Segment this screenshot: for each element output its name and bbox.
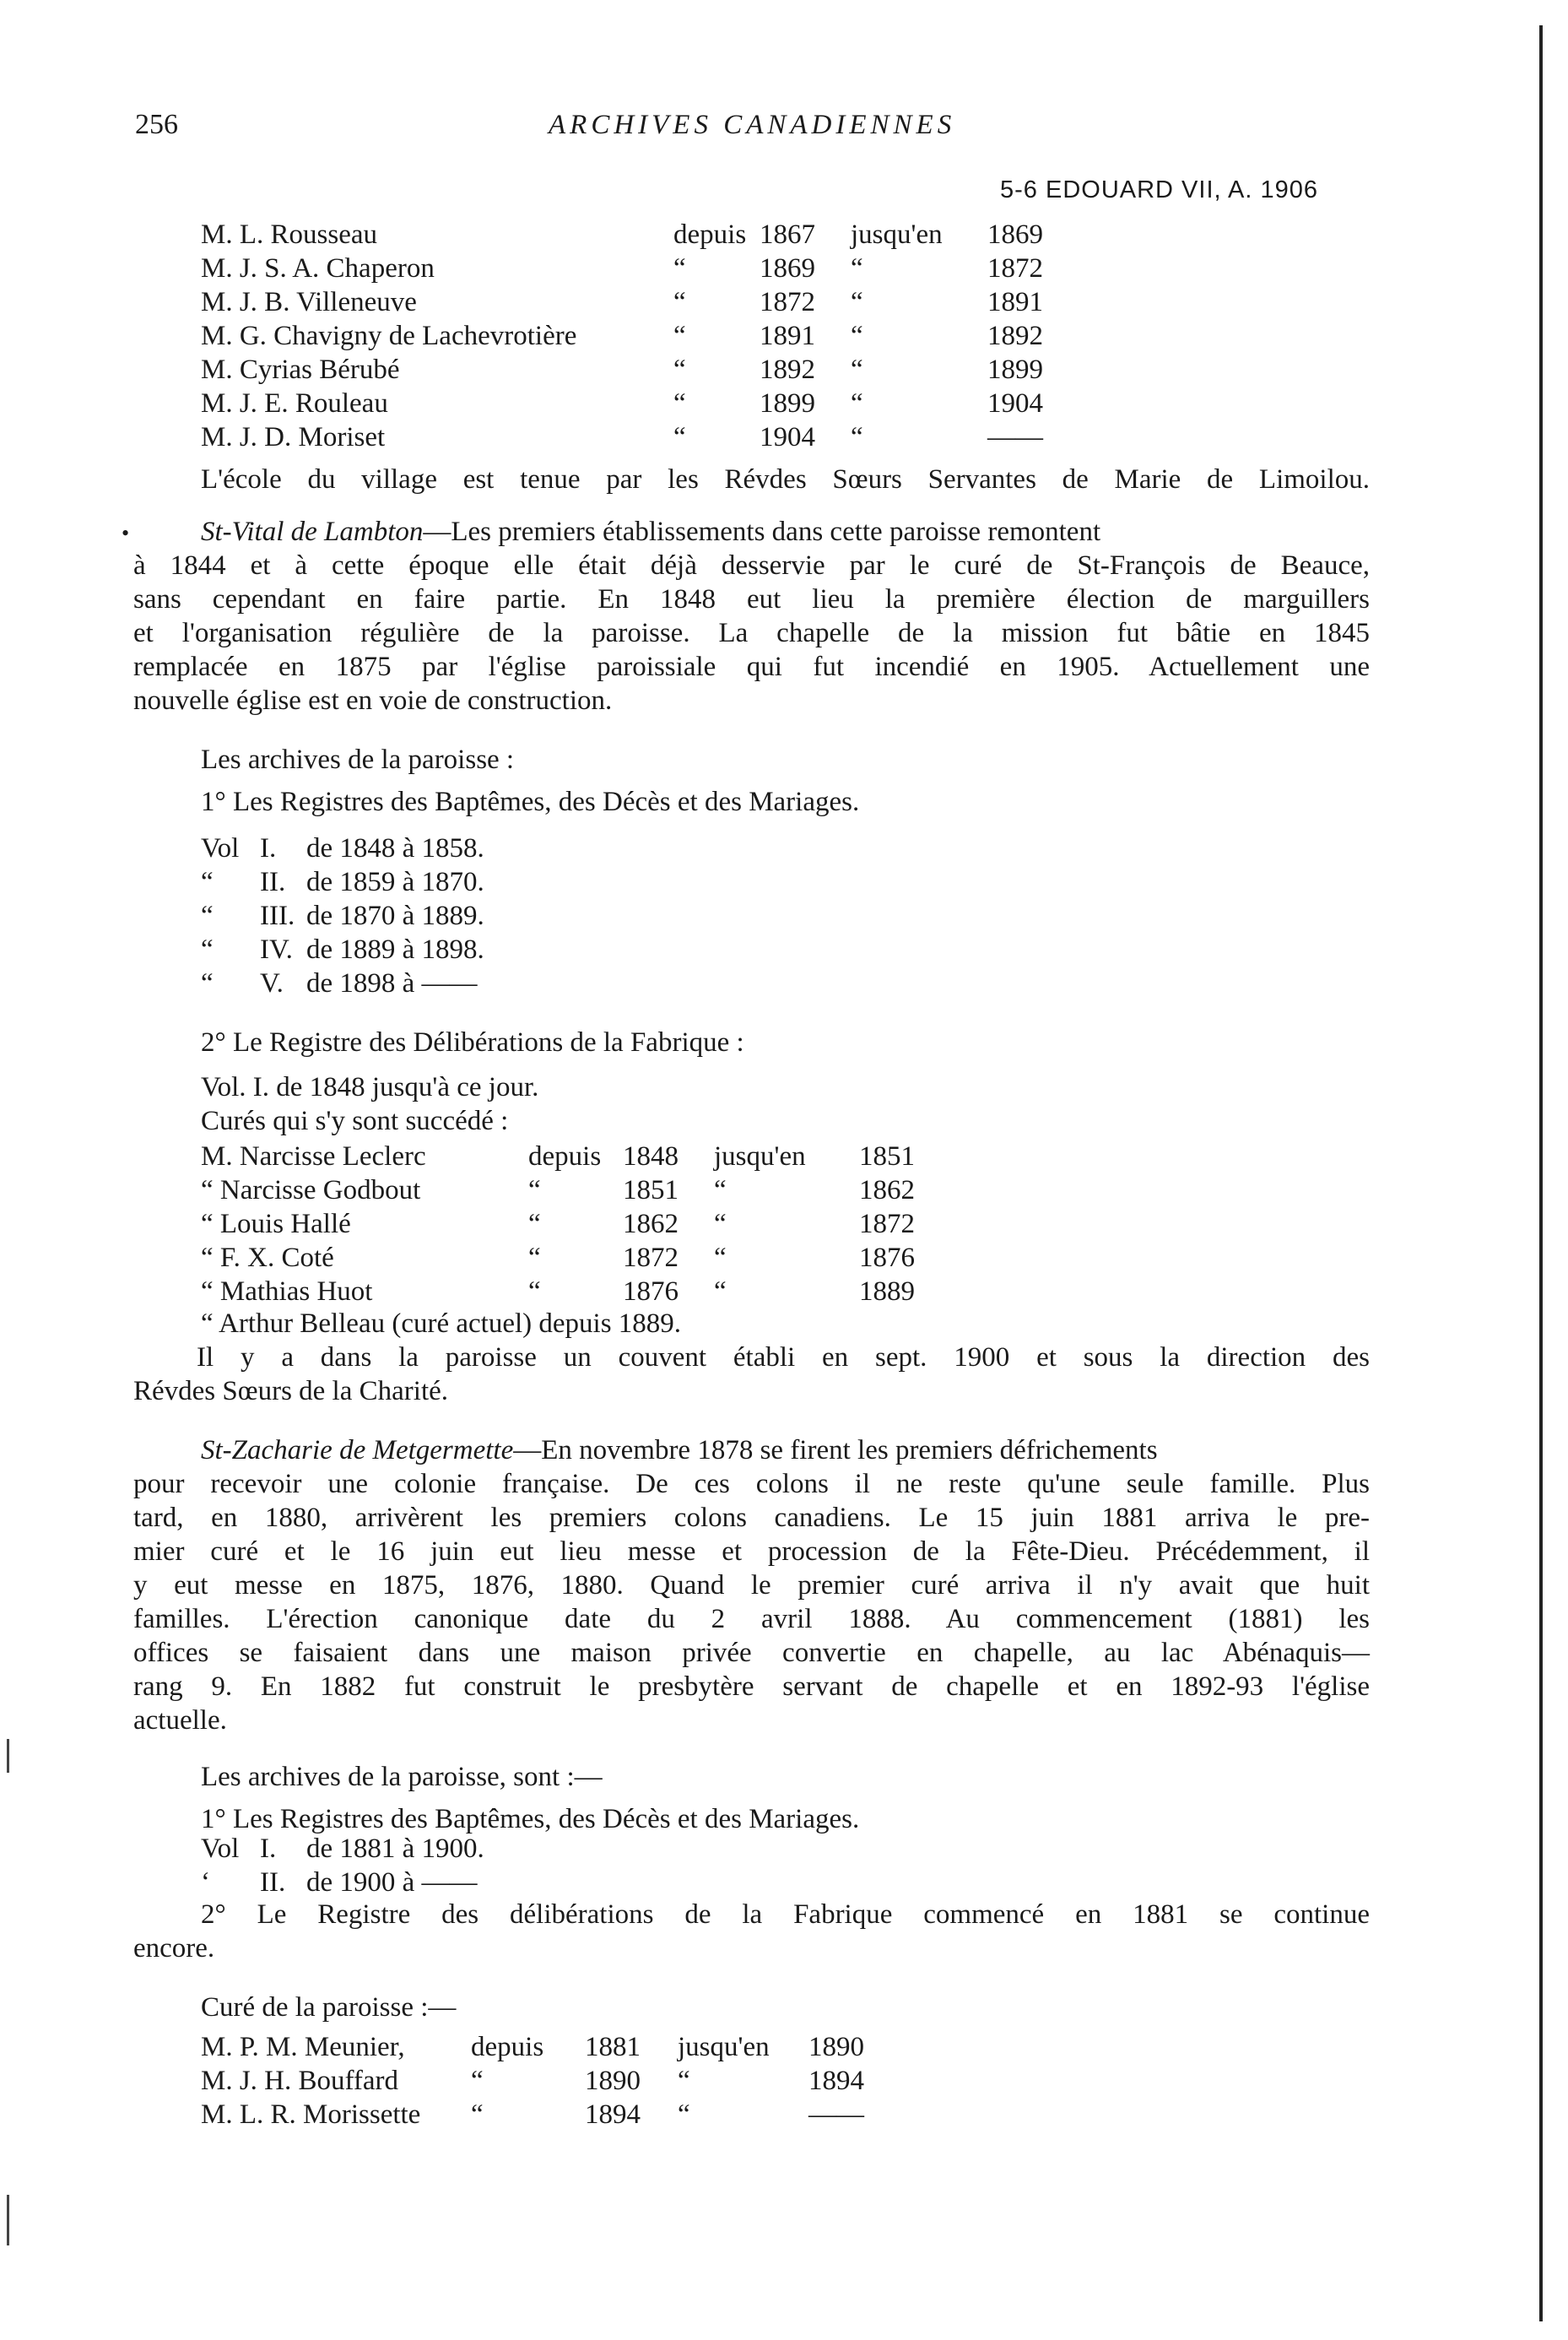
st-zacharie-cures-row-2-from: 1894: [585, 2099, 641, 2130]
st-vital-title: St-Vital de Lambton: [201, 517, 424, 547]
curates-1-row-2-from-word: “: [673, 287, 686, 317]
st-vital-cures-row-1-to-word: “: [714, 1175, 727, 1205]
st-zacharie-cures-row-1-name: M. J. H. Bouffard: [201, 2066, 399, 2096]
st-vital-cures-row-4-from-word: “: [528, 1276, 541, 1307]
st-vital-vol-4-prefix: “: [201, 968, 214, 999]
curates-1-row-2-to: 1891: [987, 287, 1043, 317]
st-zacharie-cures-row-1-to: 1894: [808, 2066, 864, 2096]
st-zacharie-archives-heading: Les archives de la paroisse, sont :—: [201, 1762, 603, 1792]
st-zacharie-line-4: y eut messe en 1875, 1876, 1880. Quand le premier curé arriva il n'y avait que huit: [133, 1570, 1370, 1601]
st-vital-fabrique-vol: Vol. I. de 1848 jusqu'à ce jour.: [201, 1072, 539, 1102]
st-vital-vol-4-text: de 1898 à ——: [306, 968, 478, 999]
page-number: 256: [135, 109, 178, 140]
margin-mark: •: [122, 521, 130, 545]
st-zacharie-vol-1-num: II.: [260, 1867, 286, 1898]
curates-1-row-1-to: 1872: [987, 253, 1043, 284]
st-zacharie-vol-0-num: I.: [260, 1834, 277, 1864]
st-zacharie-cures-row-0-from-word: depuis: [471, 2032, 544, 2062]
st-vital-cures-row-2-from: 1862: [623, 1209, 679, 1239]
st-zacharie-cures-row-2-to: ——: [808, 2099, 864, 2130]
st-vital-cures-row-4-to-word: “: [714, 1276, 727, 1307]
curates-1-row-4-name: M. Cyrias Bérubé: [201, 355, 400, 385]
curates-1-row-4-from: 1892: [760, 355, 815, 385]
curates-1-row-5-from: 1899: [760, 388, 815, 419]
st-vital-cures-row-3-name: “ F. X. Coté: [201, 1243, 334, 1273]
convent-line-0: Il y a dans la paroisse un couvent établi en sept. 1900 et sous la direction des: [197, 1342, 1370, 1373]
curates-1-row-2-to-word: “: [851, 287, 863, 317]
curates-1-row-5-to-word: “: [851, 388, 863, 419]
st-vital-cures-row-3-from-word: “: [528, 1243, 541, 1273]
st-vital-cures-row-3-to-word: “: [714, 1243, 727, 1273]
st-vital-line-first: —Les premiers établissements dans cette paroisse remontent: [423, 517, 1101, 547]
st-zacharie-cures-row-0-name: M. P. M. Meunier,: [201, 2032, 405, 2062]
st-vital-registers-heading: 1° Les Registres des Baptêmes, des Décès et des Mariages.: [201, 787, 860, 817]
st-zacharie-vol-0-prefix: Vol: [201, 1834, 240, 1864]
curates-1-row-0-from: 1867: [760, 219, 815, 250]
st-zacharie-line-6: offices se faisaient dans une maison privée convertie en chapelle, au lac Abénaquis—: [133, 1638, 1370, 1668]
st-vital-cures-row-2-to: 1872: [859, 1209, 915, 1239]
curates-1-row-4-to-word: “: [851, 355, 863, 385]
st-vital-vol-1-num: II.: [260, 867, 286, 897]
st-vital-vol-3-num: IV.: [260, 934, 293, 965]
st-zacharie-cures-row-2-to-word: “: [678, 2099, 690, 2130]
st-zacharie-line-5: familles. L'érection canonique date du 2 avril 1888. Au commencement (1881) les: [133, 1604, 1370, 1634]
st-zacharie-line-2: tard, en 1880, arrivèrent les premiers colons canadiens. Le 15 juin 1881 arriva le pre-: [133, 1503, 1370, 1533]
st-vital-line-4: remplacée en 1875 par l'église paroissiale qui fut incendié en 1905. Actuellement une: [133, 652, 1370, 682]
curates-1-row-0-from-word: depuis: [673, 219, 747, 250]
curates-1-row-6-from-word: “: [673, 422, 686, 452]
curates-1-row-1-to-word: “: [851, 253, 863, 284]
st-vital-vol-2-text: de 1870 à 1889.: [306, 901, 484, 931]
st-vital-cures-row-2-to-word: “: [714, 1209, 727, 1239]
st-vital-cures-row-1-name: “ Narcisse Godbout: [201, 1175, 421, 1205]
st-vital-vol-0-num: I.: [260, 833, 277, 864]
st-zacharie-cures-row-2-from-word: “: [471, 2099, 484, 2130]
st-vital-line-0: [201, 515, 1370, 549]
curates-1-row-0-to: 1869: [987, 219, 1043, 250]
st-vital-cures-row-3-from: 1872: [623, 1243, 679, 1273]
curates-1-row-0-to-word: jusqu'en: [851, 219, 943, 250]
st-vital-fabrique-heading: 2° Le Registre des Délibérations de la Fabrique :: [201, 1027, 744, 1058]
st-vital-cures-row-0-from: 1848: [623, 1141, 679, 1172]
scan-mark-left: [7, 1739, 9, 1773]
st-vital-line-5: nouvelle église est en voie de construction.: [133, 685, 613, 716]
st-vital-line-2: sans cependant en faire partie. En 1848 eut lieu la première élection de marguillers: [133, 584, 1370, 615]
st-vital-vol-1-prefix: “: [201, 867, 214, 897]
st-vital-vol-0-text: de 1848 à 1858.: [306, 833, 484, 864]
st-vital-cures-row-0-to-word: jusqu'en: [714, 1141, 806, 1172]
curates-1-row-2-from: 1872: [760, 287, 815, 317]
curates-1-row-3-from: 1891: [760, 321, 815, 351]
st-vital-cures-row-2-from-word: “: [528, 1209, 541, 1239]
st-vital-cures-row-4-to: 1889: [859, 1276, 915, 1307]
st-zacharie-cures-row-0-from: 1881: [585, 2032, 641, 2062]
curates-1-row-4-from-word: “: [673, 355, 686, 385]
st-zacharie-cures-row-1-from-word: “: [471, 2066, 484, 2096]
st-zacharie-cures-row-2-name: M. L. R. Morissette: [201, 2099, 421, 2130]
st-zacharie-title: St-Zacharie de Metgermette: [201, 1435, 514, 1465]
belleau-line: “ Arthur Belleau (curé actuel) depuis 1889.: [201, 1308, 682, 1339]
st-vital-cures-row-4-name: “ Mathias Huot: [201, 1276, 373, 1307]
curates-1-row-3-to-word: “: [851, 321, 863, 351]
curates-1-row-1-name: M. J. S. A. Chaperon: [201, 253, 435, 284]
st-zacharie-fabrique-line-0: 2° Le Registre des délibérations de la Fabrique commencé en 1881 se continue: [201, 1899, 1370, 1930]
st-vital-vol-3-text: de 1889 à 1898.: [306, 934, 484, 965]
curates-1-row-1-from-word: “: [673, 253, 686, 284]
st-vital-vol-3-prefix: “: [201, 934, 214, 965]
st-vital-vol-0-prefix: Vol: [201, 833, 240, 864]
curates-1-row-6-to: ——: [987, 422, 1043, 452]
curates-1-row-5-from-word: “: [673, 388, 686, 419]
curates-1-row-5-name: M. J. E. Rouleau: [201, 388, 388, 419]
st-vital-cures-row-1-from: 1851: [623, 1175, 679, 1205]
st-zacharie-vol-0-text: de 1881 à 1900.: [306, 1834, 484, 1864]
st-zacharie-line-first: —En novembre 1878 se firent les premiers défrichements: [513, 1435, 1158, 1465]
st-vital-vol-1-text: de 1859 à 1870.: [306, 867, 484, 897]
convent-line-1: Révdes Sœurs de la Charité.: [133, 1376, 449, 1406]
curates-1-row-4-to: 1899: [987, 355, 1043, 385]
st-zacharie-vol-1-text: de 1900 à ——: [306, 1867, 478, 1898]
st-zacharie-cures-row-1-from: 1890: [585, 2066, 641, 2096]
st-vital-cures-row-0-from-word: depuis: [528, 1141, 602, 1172]
curates-1-row-5-to: 1904: [987, 388, 1043, 419]
curates-1-row-3-to: 1892: [987, 321, 1043, 351]
st-vital-vol-2-num: III.: [260, 901, 295, 931]
st-vital-cures-row-4-from: 1876: [623, 1276, 679, 1307]
curates-1-row-3-from-word: “: [673, 321, 686, 351]
st-zacharie-vol-1-prefix: ‘: [201, 1867, 210, 1898]
st-vital-archives-heading: Les archives de la paroisse :: [201, 745, 515, 775]
st-vital-cures-row-2-name: “ Louis Hallé: [201, 1209, 351, 1239]
st-vital-line-3: et l'organisation régulière de la paroisse. La chapelle de la mission fut bâtie en 1845: [133, 618, 1370, 648]
st-vital-cures-heading: Curés qui s'y sont succédé :: [201, 1106, 509, 1136]
st-vital-cures-row-3-to: 1876: [859, 1243, 915, 1273]
st-zacharie-cures-row-0-to: 1890: [808, 2032, 864, 2062]
scan-edge-line: [1539, 25, 1543, 2321]
st-zacharie-line-0: [201, 1433, 1370, 1467]
st-vital-vol-2-prefix: “: [201, 901, 214, 931]
curates-1-row-1-from: 1869: [760, 253, 815, 284]
curates-1-row-6-from: 1904: [760, 422, 815, 452]
st-vital-cures-row-0-to: 1851: [859, 1141, 915, 1172]
curates-1-row-2-name: M. J. B. Villeneuve: [201, 287, 417, 317]
ecole-line: L'école du village est tenue par les Révdes Sœurs Servantes de Marie de Limoilou.: [201, 464, 1370, 495]
st-zacharie-cures-row-0-to-word: jusqu'en: [678, 2032, 770, 2062]
st-zacharie-line-7: rang 9. En 1882 fut construit le presbytère servant de chapelle et en 1892-93 l'église: [133, 1671, 1370, 1702]
st-zacharie-cures-row-1-to-word: “: [678, 2066, 690, 2096]
curates-1-row-6-name: M. J. D. Moriset: [201, 422, 386, 452]
st-zacharie-line-8: actuelle.: [133, 1705, 227, 1736]
st-zacharie-cure-heading: Curé de la paroisse :—: [201, 1992, 457, 2023]
st-vital-cures-row-1-from-word: “: [528, 1175, 541, 1205]
curates-1-row-3-name: M. G. Chavigny de Lachevrotière: [201, 321, 577, 351]
st-zacharie-line-3: mier curé et le 16 juin eut lieu messe et procession de la Fête-Dieu. Précédemment, il: [133, 1536, 1370, 1567]
st-vital-vol-4-num: V.: [260, 968, 284, 999]
st-zacharie-fabrique-line-1: encore.: [133, 1933, 215, 1964]
st-zacharie-registers-heading: 1° Les Registres des Baptêmes, des Décès et des Mariages.: [201, 1804, 860, 1834]
st-vital-line-1: à 1844 et à cette époque elle était déjà desservie par le curé de St-François de Beauce,: [133, 550, 1370, 581]
running-title: ARCHIVES CANADIENNES: [549, 110, 956, 140]
st-vital-cures-row-1-to: 1862: [859, 1175, 915, 1205]
scan-mark-left-2: [7, 2195, 9, 2245]
st-vital-cures-row-0-name: M. Narcisse Leclerc: [201, 1141, 426, 1172]
curates-1-row-0-name: M. L. Rousseau: [201, 219, 377, 250]
st-zacharie-line-1: pour recevoir une colonie française. De ces colons il ne reste qu'une seule famille. Plus: [133, 1469, 1370, 1499]
curates-1-row-6-to-word: “: [851, 422, 863, 452]
session-label: 5-6 EDOUARD VII, A. 1906: [1000, 176, 1318, 203]
